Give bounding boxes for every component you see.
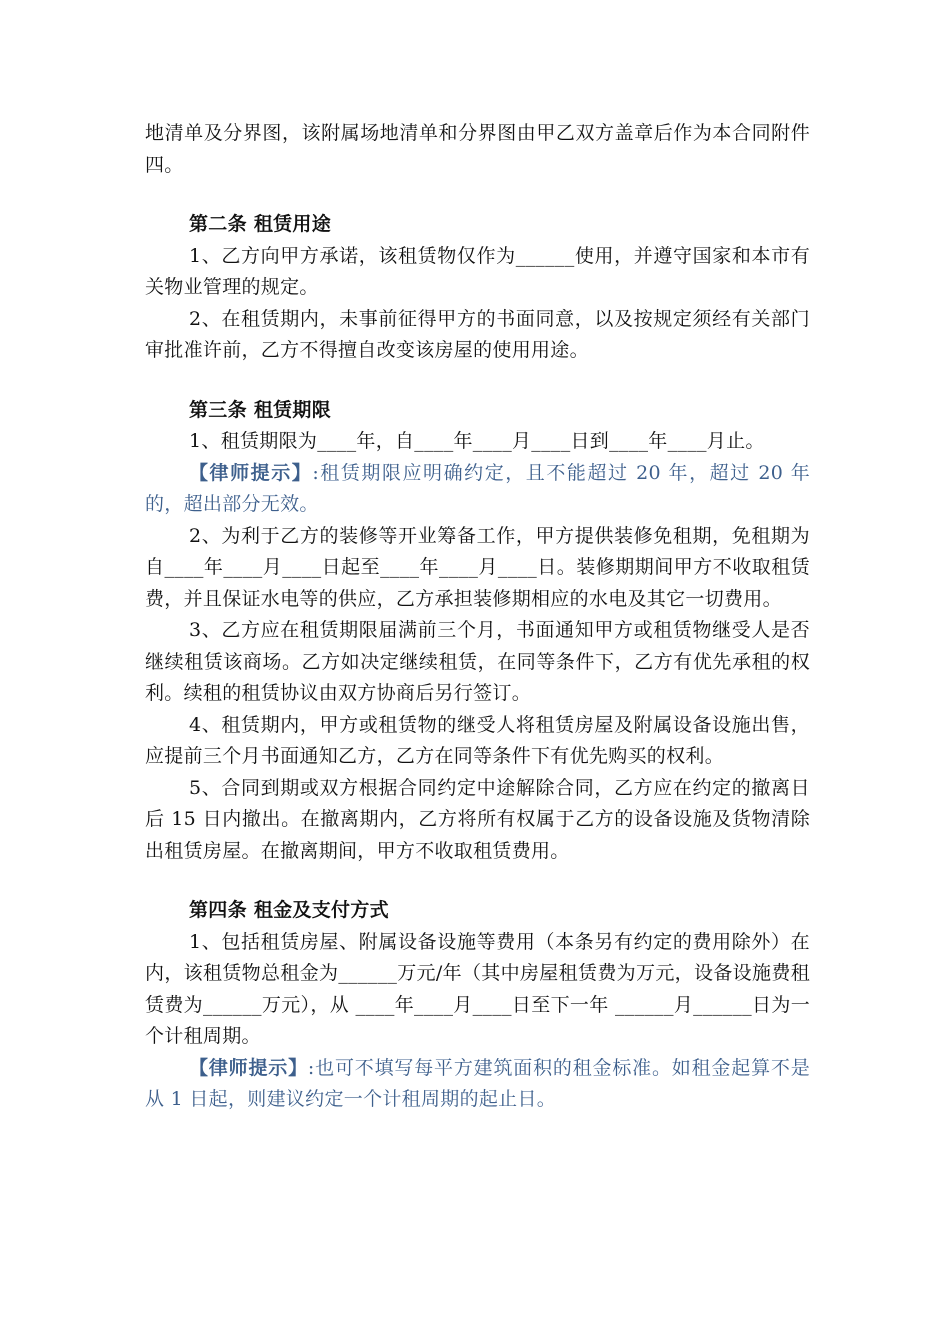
- article-3-clause-2: 2、为利于乙方的装修等开业筹备工作，甲方提供装修免租期，免租期为自____年____月____日起至____年____月____日。装修期期间甲方不收取租赁费，并且保证水电等的供应，乙方承担装修期相应的水电及其它一切费用。: [145, 524, 810, 610]
- document-page: [145, 118, 810, 1116]
- article-3-clause-5: 5、合同到期或双方根据合同约定中途解除合同，乙方应在约定的撤离日后 15 日内撤出。在撤离期内，乙方将所有权属于乙方的设备设施及货物清除出租赁房屋。在撤离期间，甲方不收取租赁费用。: [145, 776, 810, 862]
- lawyer-tip-label: 【律师提示】: [189, 1056, 308, 1079]
- paragraph-continuation: 地清单及分界图，该附属场地清单和分界图由甲乙双方盖章后作为本合同附件四。: [145, 122, 810, 176]
- lawyer-tip-text: :也可不填写每平方建筑面积的租金标准。如租金起算不是从 1 日起，则建议约定一个计租周期的起止日。: [145, 1056, 810, 1110]
- article-3-heading: 第三条 租赁期限: [189, 398, 332, 421]
- article-3-clause-1: 1、租赁期限为____年，自____年____月____日到____年____月止。: [189, 430, 765, 452]
- article-2-clause-2: 2、在租赁期内，未事前征得甲方的书面同意，以及按规定须经有关部门审批准许前，乙方不得擅自改变该房屋的使用用途。: [145, 307, 810, 361]
- article-4-clause-1: 1、包括租赁房屋、附属设备设施等费用（本条另有约定的费用除外）在内，该租赁物总租金为______万元/年（其中房屋租赁费为万元，设备设施费租赁费为______万元），从 ____年____月____日至下一年 ______月______日为一个计租周期。: [145, 930, 810, 1047]
- lawyer-tip-label: 【律师提示】: [189, 461, 313, 484]
- article-3-clause-4: 4、租赁期内，甲方或租赁物的继受人将租赁房屋及附属设备设施出售，应提前三个月书面通知乙方，乙方在同等条件下有优先购买的权利。: [145, 713, 810, 767]
- article-2-clause-1: 1、乙方向甲方承诺，该租赁物仅作为______使用，并遵守国家和本市有关物业管理的规定。: [145, 244, 810, 298]
- article-3-clause-3: 3、乙方应在租赁期限届满前三个月，书面通知甲方或租赁物继受人是否继续租赁该商场。乙方如决定继续租赁，在同等条件下，乙方有优先承租的权利。续租的租赁协议由双方协商后另行签订。: [145, 619, 810, 704]
- lawyer-tip-1: [145, 458, 810, 521]
- lawyer-tip-2: [145, 1053, 810, 1116]
- article-4-heading: 第四条 租金及支付方式: [189, 899, 389, 921]
- lawyer-tip-text: :租赁期限应明确约定，且不能超过 20 年，超过 20 年的，超出部分无效。: [145, 461, 810, 515]
- article-2-heading: 第二条 租赁用途: [189, 213, 332, 235]
